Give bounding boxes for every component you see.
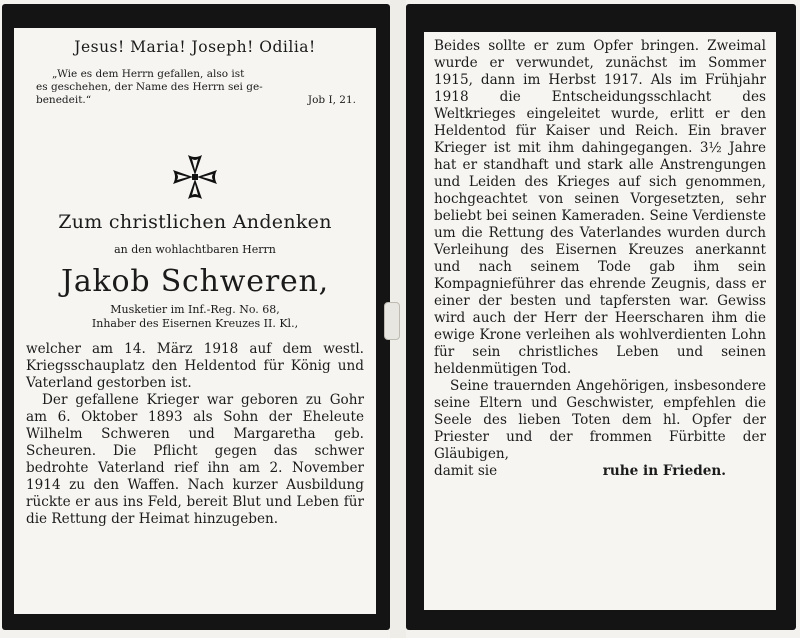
rank-line-2: Inhaber des Eisernen Kreuzes II. Kl., xyxy=(91,317,299,330)
closing-lead: damit sie xyxy=(434,463,498,479)
rank-line-1: Musketier im Inf.-Reg. No. 68, xyxy=(110,303,280,316)
closing-line xyxy=(434,463,766,480)
quote-line-3: benedeit.“ xyxy=(36,94,92,106)
memorial-subtitle: an den wohlachtbaren Herrn xyxy=(114,243,276,256)
right-paragraph-1: Beides sollte er zum Opfer bringen. Zweimal wurde er verwundet, zunächst im Sommer 1915, dann im Herbst 1917. Als im Frühjahr 1918 die Entscheidungsschlacht des Weltkrieges eingeleitet wurde, erlitt er den Heldentod für Kaiser und Reich. Ein braver Krieger ist mit ihm dahingegangen. 3½ Jahre hat er standhaft und stark alle Anstrengungen und Leiden des Krieges auf sich genommen, hochgeachtet von seinen Vorgesetzten, sehr beliebt bei seinen Kameraden. Seine Verdienste um die Rettung des Vaterlandes wurden durch Verleihung des Eisernen Kreuzes anerkannt und nach seinem Tode gab ihm sein Kompagnieführer das ehrende Zeugnis, dass er einer der besten und tapfersten war. Gewiss wird auch der Herr der Heerscharen ihm die ewige Krone verleihen als wohlverdienten Lohn für sein christliches Leben und seinen heldenmütigen Tod. xyxy=(434,38,766,377)
left-paragraph-1: welcher am 14. März 1918 auf dem westl. Kriegsschauplatz den Heldentod für König und Vaterland gestorben ist. xyxy=(26,341,364,391)
right-card-border xyxy=(406,4,796,630)
right-card xyxy=(424,32,776,610)
bible-quote xyxy=(36,68,356,107)
left-body xyxy=(26,341,364,528)
left-card-border xyxy=(2,4,390,630)
right-paragraph-2: Seine trauernden Angehörigen, insbesondere seine Eltern und Geschwister, empfehlen die Seele des lieben Toten dem hl. Opfer der Priester und der frommen Fürbitte der Gläubigen, xyxy=(434,378,766,462)
left-paragraph-2: Der gefallene Krieger war geboren zu Gohr am 6. Oktober 1893 als Sohn der Eheleute Wilhelm Schweren und Margaretha geb. Scheuren. Die Pflicht gegen das schwer bedrohte Vaterland rief ihn am 2. November 1914 zu den Waffen. Nach kurzer Ausbildung rückte er aus ins Feld, bereit Blut und Leben für die Rettung der Heimat hinzugeben. xyxy=(26,392,364,527)
invocation: Jesus! Maria! Joseph! Odilia! xyxy=(74,38,316,56)
right-body xyxy=(434,38,766,480)
paper-clip xyxy=(384,302,400,340)
left-card xyxy=(14,28,376,614)
military-rank xyxy=(26,303,364,331)
iron-cross-icon xyxy=(171,153,219,201)
quote-reference: Job I, 21. xyxy=(307,94,356,106)
memorial-title: Zum christlichen Andenken xyxy=(58,211,332,233)
quote-line-2: es geschehen, der Name des Herrn sei ge- xyxy=(36,81,263,93)
closing-blessing: ruhe in Frieden. xyxy=(602,463,726,479)
deceased-name: Jakob Schweren, xyxy=(61,264,329,299)
quote-line-1: „Wie es dem Herrn gefallen, also ist xyxy=(52,68,245,80)
